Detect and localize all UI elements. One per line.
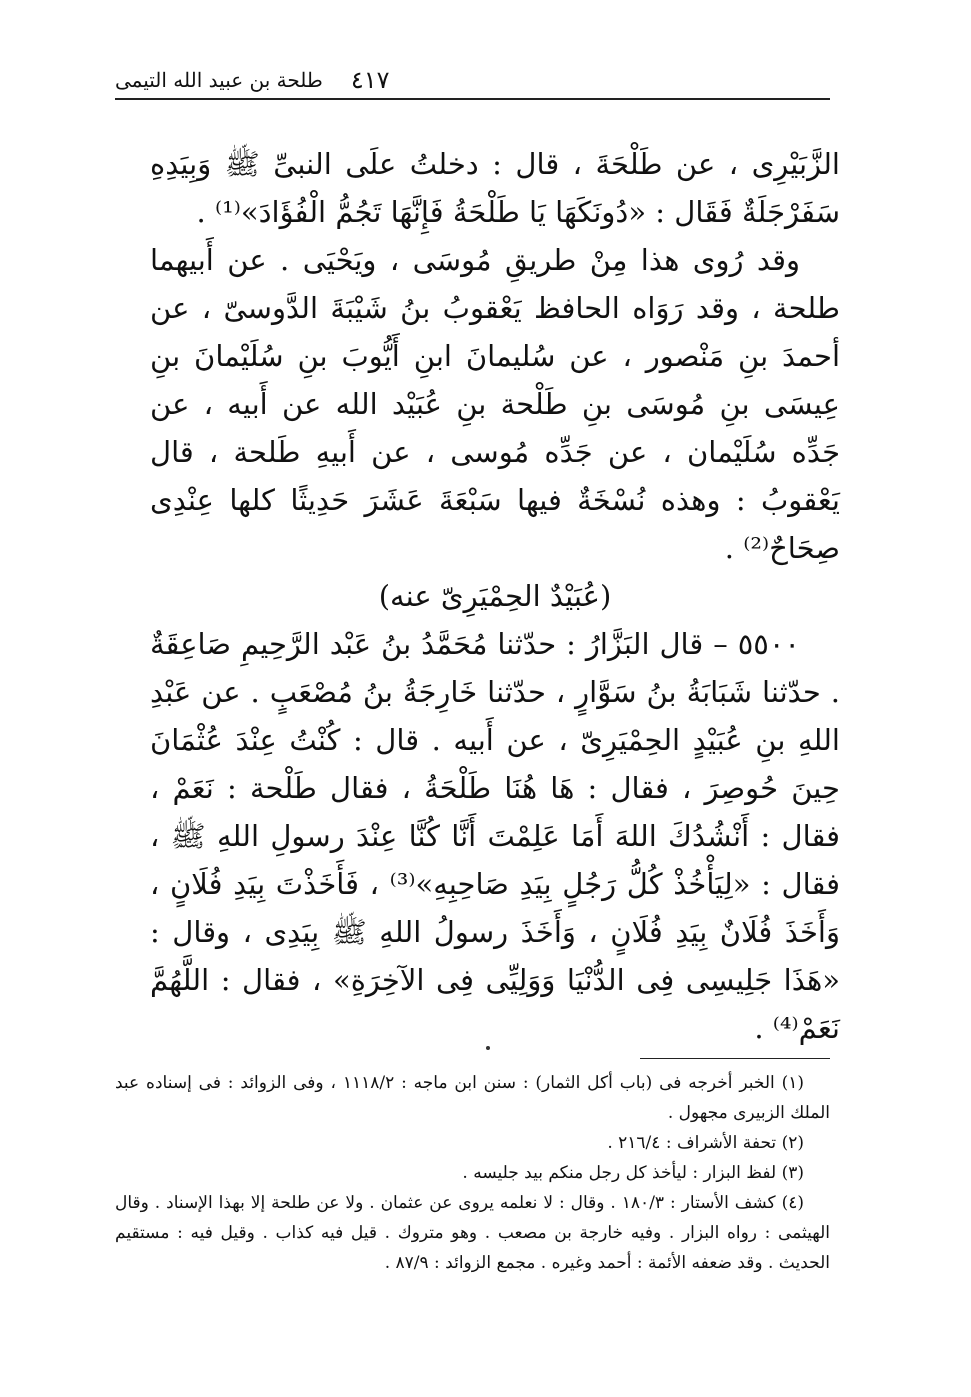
ink-dot — [486, 1046, 490, 1050]
footnote-rule — [640, 1058, 830, 1059]
footnote-4: (٤) كشف الأستار : ١٨٠/٣ . وقال : لا نعلمه يروى عن عثمان . ولا عن طلحة إلا بهذا الإسناد . وقال الهيثمى : رواه البزار . وفيه خارجة بن مصعب . وهو متروك . قيل فيه كذاب . وقيل فيه : مستقيم الحديث . وقد ضعفه الأئمة : أحمد وغيره . مجمع الزوائد : ٨٧/٩ . — [115, 1193, 830, 1273]
paragraph-2: وقد رُوى هذا مِنْ طريقِ مُوسَى ، ويَحْيَى . عن أَبيهما طلحة ، وقد رَوَاه الحافظ يَعْقوبُ بنُ شَيْبَةَ الدَّوسىّ ، عن أحمدَ بنِ مَنْصور ، عن سُليمانَ ابنِ أَيُّوبَ بنِ سُلَيْمانَ بنِ عِيسَى بنِ مُوسَى بنِ طَلْحة بنِ عُبَيْد الله عن أَبيه ، عن جَدِّه سُلَيْمان ، عن جَدِّه مُوسى ، عن أَبيهِ طَلحة ، قال يَعْقوبُ : وهذه نُسْخَةٌ فيها سَبْعَةَ عَشَرَ حَدِيثًا كلها عِنْدِى صِحَاحٌ⁽²⁾ . — [150, 243, 840, 565]
footnote-1: (١) الخبر أخرجه فى (باب أكل الثمار) : سنن ابن ماجه : ١١١٨/٢ ، وفى الزوائد : فى إسناده عبد الملك الزبيرى مجهول . — [115, 1073, 830, 1123]
section-heading: (عُبَيْدٌ الحِمْيَرِىّ عنه) — [378, 579, 612, 613]
footnote-3: (٣) لفظ البزار : ليأخذ كل رجل منكم بيد جليسه . — [462, 1163, 804, 1183]
running-header — [115, 60, 830, 100]
header-title: طلحة بن عبيد الله التيمى — [115, 68, 323, 92]
footnotes — [115, 1068, 830, 1278]
page-number: ٤١٧ — [350, 66, 390, 94]
paragraph-1: الزَّبَيْرِى ، عن طَلْحَةَ ، قال : دخلتُ علَى النبىِّ ﷺ وَبِيَدِهِ سَفَرْجَلَةٌ فَقَال : «دُونَكَهَا يَا طَلْحَةُ فَإِنَّهَا تَجُمُّ الْفُؤَادَ»⁽¹⁾ . — [150, 147, 840, 229]
main-text — [150, 140, 840, 1052]
footnote-2: (٢) تحفة الأشراف : ٢١٦/٤ . — [607, 1133, 804, 1153]
header-rule — [115, 98, 830, 100]
paragraph-3: ٥٥٠٠ – قال البَزَّارُ : حدّثنا مُحَمَّدُ بنُ عَبْد الرَّحِيمِ صَاعِقَةٌ . حدّثنا شَبَابَةُ بنُ سَوَّارٍ ، حدّثنا خَارِجَةُ بنُ مُصْعَبٍ . عن عَبْدِ اللهِ بنِ عُبَيْدٍ الحِمْيَرِىّ ، عن أَبيه . قال : كُنْتُ عِنْدَ عُثْمَانَ حِينَ حُوصِرَ ، فقال : هَا هُنَا طَلْحَةُ ، فقال طَلْحة : نَعَمْ ، فقال : أَنْشُدُكَ اللهَ أَمَا عَلِمْتَ أَنَّا كُنَّا عِنْدَ رسولِ اللهِ ﷺ ، فقال : «لِيَأْخُذْ كُلُّ رَجُلٍ بِيَدِ صَاحِبِهِ»⁽³⁾ ، فَأَخَذْتَ بِيَدِ فُلَانٍ ، وَأَخَذَ فُلَانٌ بِيَدِ فُلَانٍ ، وَأَخَذَ رسولُ اللهِ ﷺ بِيَدِى ، وقال : «هَذَا جَلِيسِى فِى الدُّنْيَا وَوَلِيِّى فِى الآخِرَةِ» ، فقال : اللَّهُمَّ نَعَمْ⁽⁴⁾ . — [150, 627, 840, 1045]
